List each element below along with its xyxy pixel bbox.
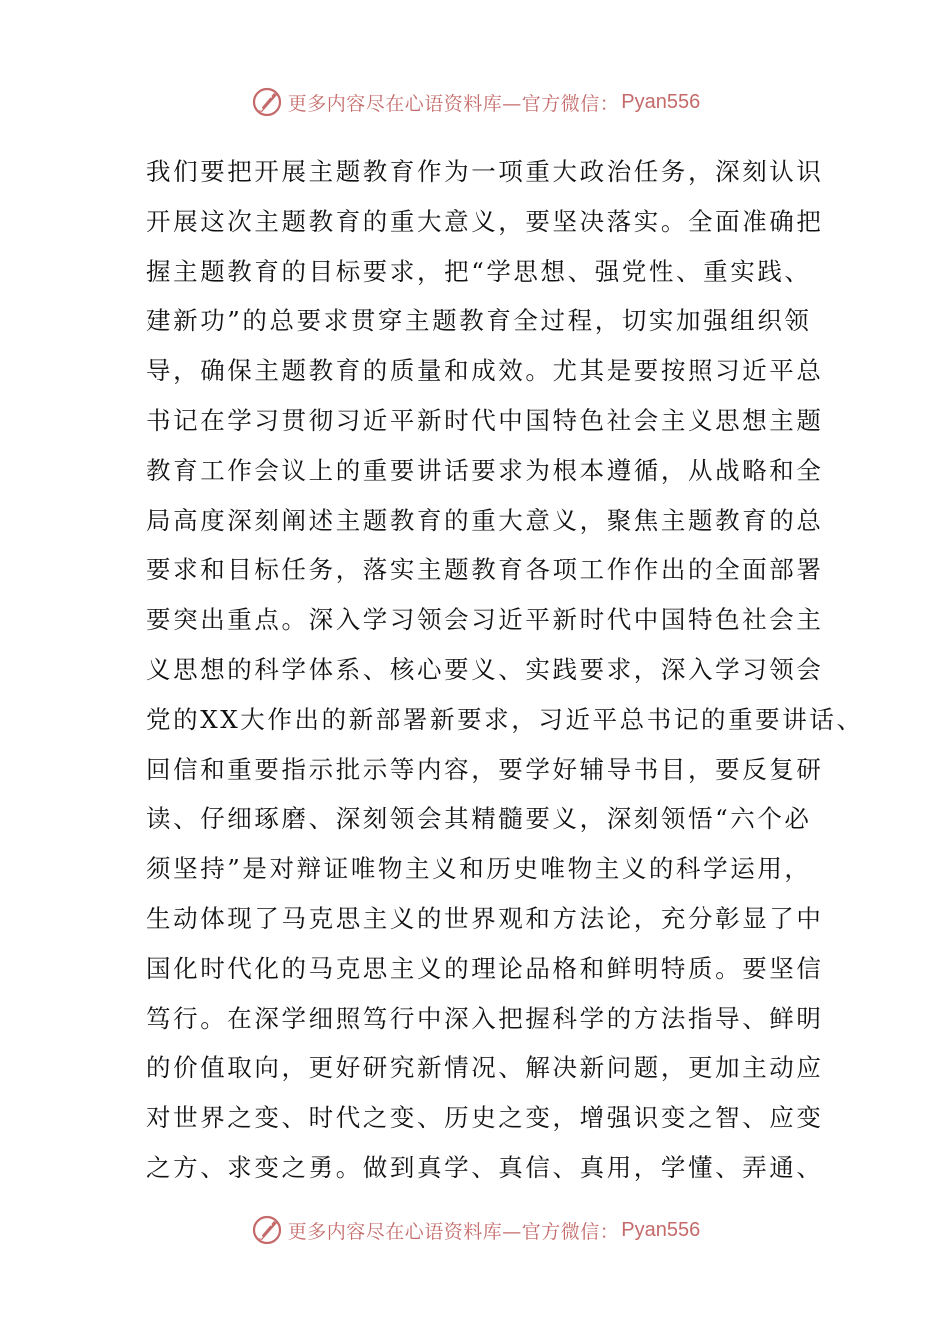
text-line: 回信和重要指示批示等内容，要学好辅导书目，要反复研 xyxy=(146,754,824,784)
text-line: 笃行。在深学细照笃行中深入把握科学的方法指导、鲜明 xyxy=(146,1003,824,1033)
quill-logo-icon xyxy=(250,1213,284,1247)
text-line: 书记在学习贯彻习近平新时代中国特色社会主义思想主题 xyxy=(146,405,824,435)
text-line: 我们要把开展主题教育作为一项重大政治任务，深刻认识 xyxy=(146,157,824,186)
document-body xyxy=(146,147,864,1193)
text-line: 对世界之变、时代之变、历史之变，增强识变之智、应变 xyxy=(146,1103,824,1133)
text-line: 局高度深刻阐述主题教育的重大意义，聚焦主题教育的总 xyxy=(146,505,824,535)
text-line: 开展这次主题教育的重大意义，要坚决落实。全面准确把 xyxy=(146,206,824,236)
text-line: 党的XX大作出的新部署新要求，习近平总书记的重要讲话、 xyxy=(146,704,864,734)
text-line: 建新功”的总要求贯穿主题教育全过程，切实加强组织领 xyxy=(146,306,812,336)
text-line: 须坚持”是对辩证唯物主义和历史唯物主义的科学运用， xyxy=(146,854,812,884)
watermark-wechat-id: Pyan556 xyxy=(621,90,701,113)
footer-watermark xyxy=(0,1210,950,1250)
watermark-text: 更多内容尽在心语资料库—官方微信： xyxy=(287,92,620,115)
text-line: 义思想的科学体系、核心要义、实践要求，深入学习领会 xyxy=(146,654,824,684)
text-line: 教育工作会议上的重要讲话要求为根本遵循，从战略和全 xyxy=(146,455,824,485)
watermark-text: 更多内容尽在心语资料库—官方微信： xyxy=(287,1220,620,1243)
text-line: 国化时代化的马克思主义的理论品格和鲜明特质。要坚信 xyxy=(146,953,824,983)
text-line: 握主题教育的目标要求，把“学思想、强党性、重实践、 xyxy=(146,256,812,286)
text-line: 的价值取向，更好研究新情况、解决新问题，更加主动应 xyxy=(146,1053,824,1083)
watermark-wechat-id: Pyan556 xyxy=(621,1218,701,1241)
quill-logo-icon xyxy=(250,85,284,119)
text-line: 要求和目标任务，落实主题教育各项工作作出的全面部署 xyxy=(146,555,824,585)
text-line: 读、仔细琢磨、深刻领会其精髓要义，深刻领悟“六个必 xyxy=(146,804,812,834)
text-line: 要突出重点。深入学习领会习近平新时代中国特色社会主 xyxy=(146,605,824,635)
text-line: 导，确保主题教育的质量和成效。尤其是要按照习近平总 xyxy=(146,356,824,386)
text-line: 生动体现了马克思主义的世界观和方法论，充分彰显了中 xyxy=(146,903,824,933)
header-watermark xyxy=(0,82,950,122)
text-line: 之方、求变之勇。做到真学、真信、真用，学懂、弄通、 xyxy=(146,1152,824,1182)
